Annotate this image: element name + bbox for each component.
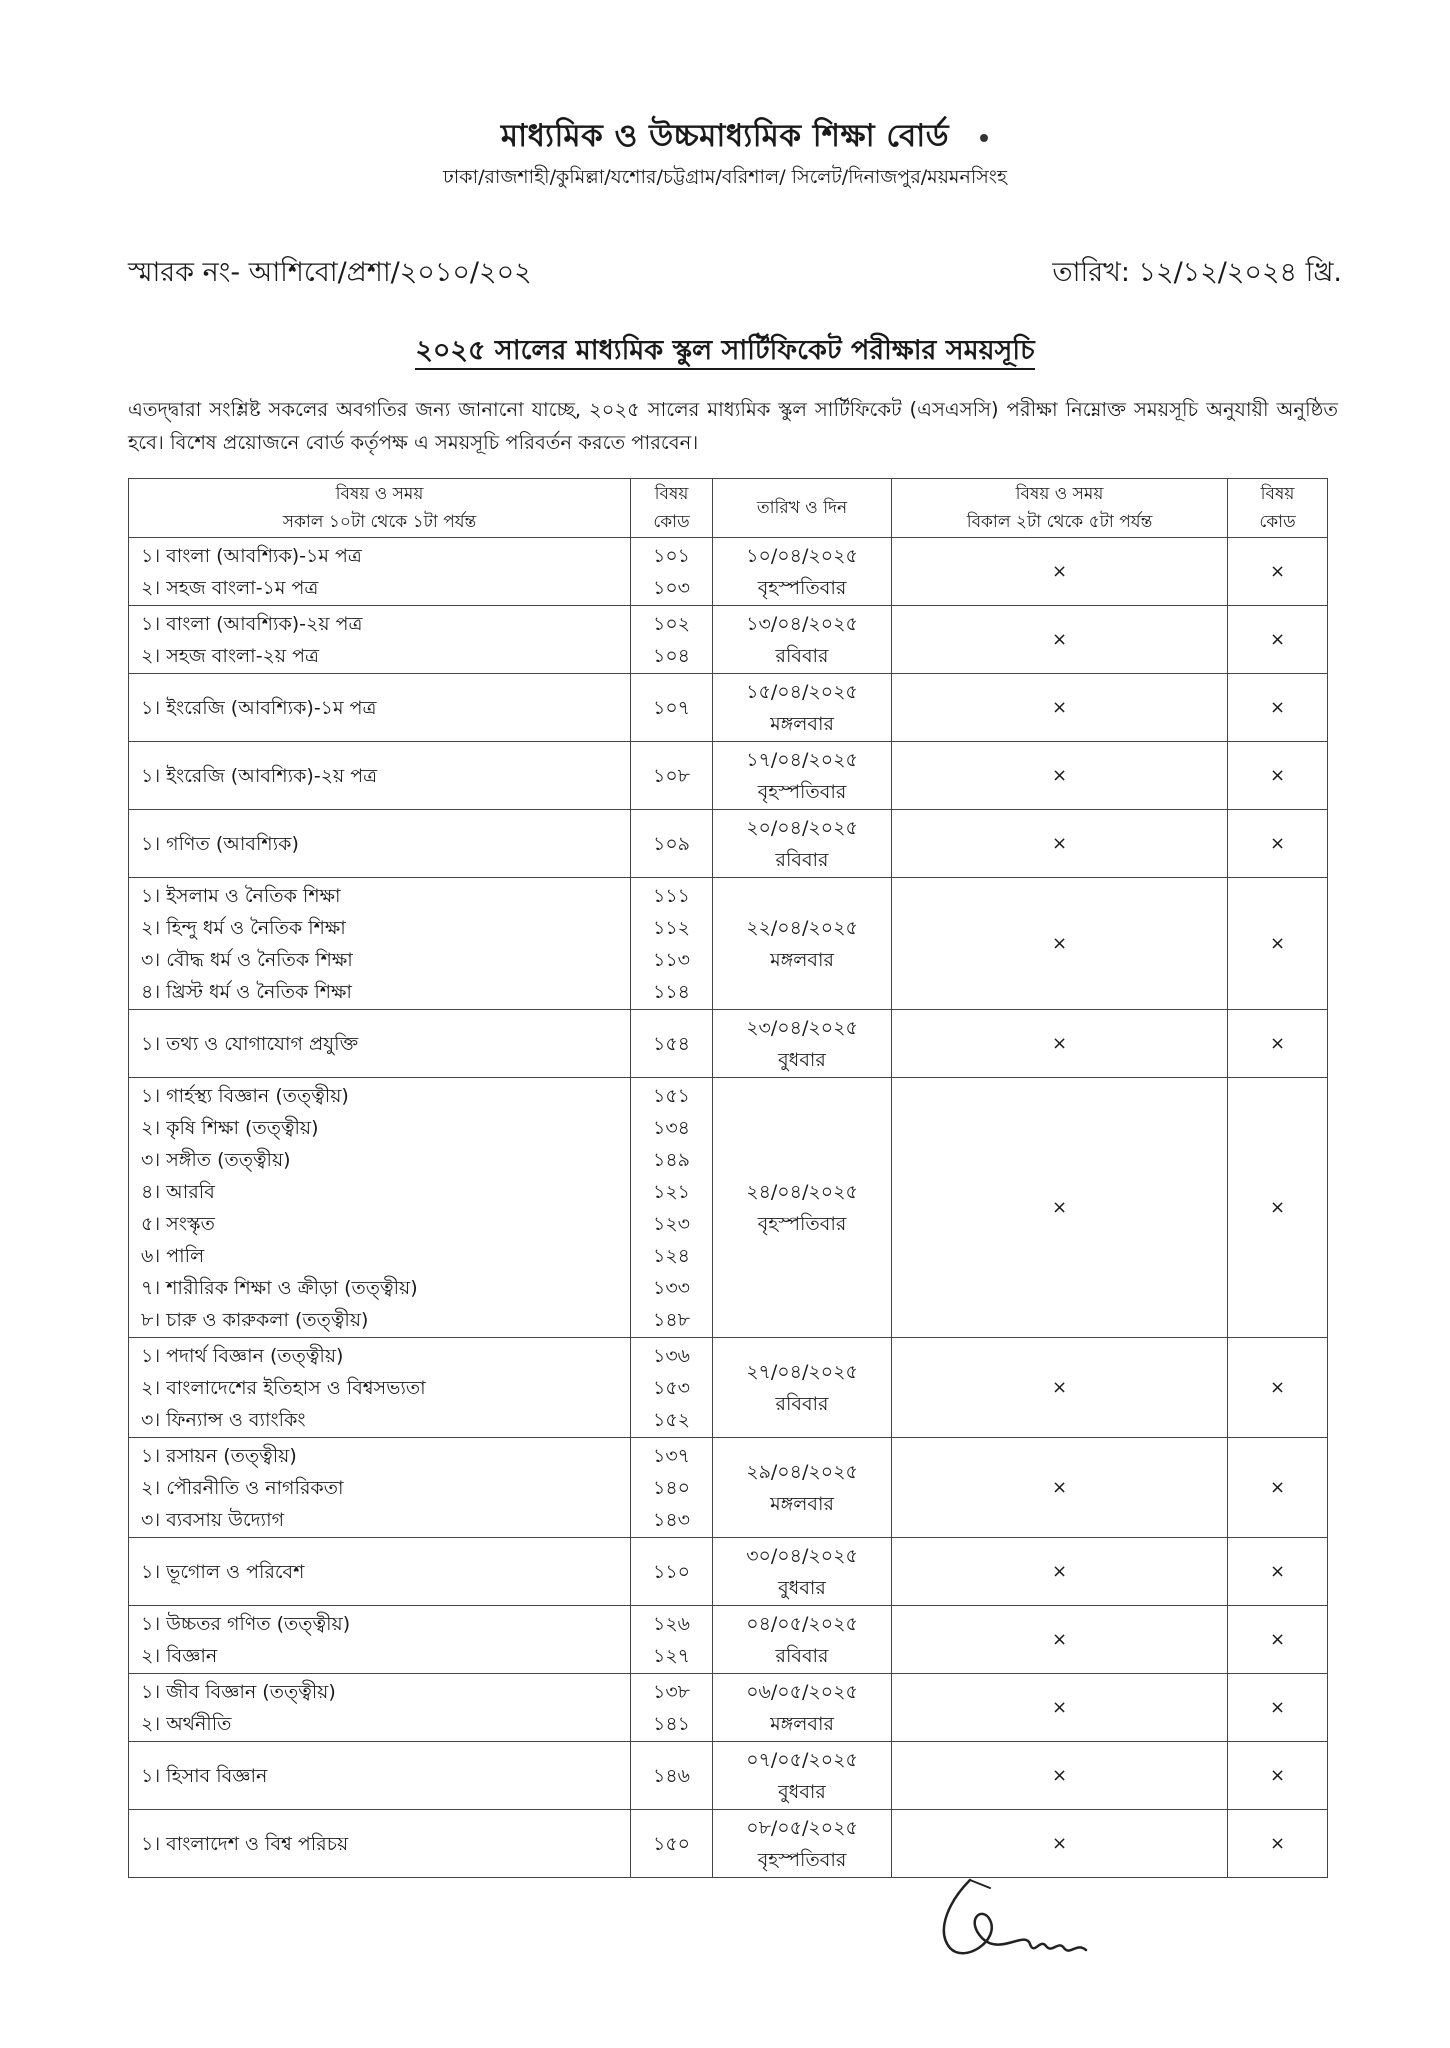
header-morning-subject-line2: সকাল ১০টা থেকে ১টা পর্যন্ত — [282, 512, 477, 532]
subject-item: ১। ভূগোল ও পরিবেশ — [141, 1560, 305, 1583]
subject-code: ১০৯ — [653, 832, 691, 855]
cell-afternoon-subject: × — [892, 1010, 1228, 1078]
exam-date: ১০/০৪/২০২৫ — [746, 544, 858, 567]
subject-item: ৮। চারু ও কারুকলা (তত্ত্বীয়) — [141, 1308, 369, 1331]
cell-afternoon-subject: × — [892, 1810, 1228, 1878]
subject-item: ১। তথ্য ও যোগাযোগ প্রযুক্তি — [141, 1032, 359, 1055]
cell-subject-codes — [631, 1010, 713, 1078]
subject-item: ৬। পালি — [141, 1244, 205, 1267]
table-row — [129, 606, 1328, 674]
cell-date-day — [713, 1810, 892, 1878]
header-morning-subject-line1: বিষয় ও সময় — [335, 484, 424, 504]
exam-day: মঙ্গলবার — [770, 712, 834, 735]
cell-afternoon-code: × — [1228, 1674, 1328, 1742]
cell-subject-codes — [631, 1810, 713, 1878]
subject-item: ৭। শারীরিক শিক্ষা ও ক্রীড়া (তত্ত্বীয়) — [141, 1276, 418, 1299]
table-row — [129, 1538, 1328, 1606]
exam-day: বুধবার — [778, 1780, 826, 1803]
subject-code: ১০৮ — [653, 764, 691, 787]
exam-day: বৃহস্পতিবার — [757, 780, 847, 803]
exam-day: বুধবার — [778, 1576, 826, 1599]
memo-number: স্মারক নং- আশিবো/প্রশা/২০১০/২০২ — [128, 257, 532, 288]
cell-afternoon-code: × — [1228, 1438, 1328, 1538]
table-row — [129, 674, 1328, 742]
cell-afternoon-subject: × — [892, 538, 1228, 606]
table-row — [129, 538, 1328, 606]
cell-afternoon-code: × — [1228, 1810, 1328, 1878]
subject-item: ৪। খ্রিস্ট ধর্ম ও নৈতিক শিক্ষা — [141, 980, 352, 1003]
cell-morning-subjects — [129, 810, 631, 878]
exam-schedule-table — [128, 478, 1328, 1878]
cell-date-day — [713, 606, 892, 674]
subject-code: ১৩৪ — [653, 1116, 691, 1139]
table-body — [129, 538, 1328, 1878]
cell-morning-subjects — [129, 606, 631, 674]
cell-morning-subjects — [129, 742, 631, 810]
exam-day: মঙ্গলবার — [770, 1712, 834, 1735]
subject-item: ৩। ফিন্যান্স ও ব্যাংকিং — [141, 1408, 306, 1431]
cell-morning-subjects — [129, 1010, 631, 1078]
cell-morning-subjects — [129, 1606, 631, 1674]
subject-item: ৩। বৌদ্ধ ধর্ম ও নৈতিক শিক্ষা — [141, 948, 353, 971]
table-row — [129, 1010, 1328, 1078]
subject-code: ১১২ — [653, 916, 691, 939]
subject-code: ১৫২ — [653, 1408, 691, 1431]
subject-item: ১। পদার্থ বিজ্ঞান (তত্ত্বীয়) — [141, 1344, 344, 1367]
subject-item: ২। সহজ বাংলা-১ম পত্র — [141, 576, 319, 599]
subject-item: ২। সহজ বাংলা-২য় পত্র — [141, 644, 319, 667]
cell-morning-subjects — [129, 1338, 631, 1438]
exam-day: মঙ্গলবার — [770, 948, 834, 971]
subject-code: ১১১ — [653, 884, 690, 907]
subject-item: ১। গণিত (আবশ্যিক) — [141, 832, 299, 855]
subject-code: ১১৩ — [653, 948, 691, 971]
cell-afternoon-code: × — [1228, 606, 1328, 674]
subject-item: ১। ইসলাম ও নৈতিক শিক্ষা — [141, 884, 341, 907]
exam-day: বৃহস্পতিবার — [757, 576, 847, 599]
subject-code: ১১৪ — [653, 980, 690, 1003]
cell-afternoon-code: × — [1228, 1010, 1328, 1078]
subject-item: ১। গার্হস্থ্য বিজ্ঞান (তত্ত্বীয়) — [141, 1084, 349, 1107]
cell-afternoon-code: × — [1228, 1606, 1328, 1674]
exam-date: ২২/০৪/২০২৫ — [746, 916, 858, 939]
exam-day: বুধবার — [778, 1048, 826, 1071]
exam-date: ০৪/০৫/২০২৫ — [746, 1612, 858, 1635]
cell-subject-codes — [631, 606, 713, 674]
exam-date: ২৭/০৪/২০২৫ — [746, 1360, 858, 1383]
cell-afternoon-code: × — [1228, 742, 1328, 810]
subject-item: ৩। ব্যবসায় উদ্যোগ — [141, 1508, 285, 1531]
cell-afternoon-subject: × — [892, 878, 1228, 1010]
subject-code: ১২৪ — [653, 1244, 691, 1267]
header-afternoon-code-line1: বিষয় — [1260, 484, 1295, 504]
subject-code: ১১০ — [653, 1560, 691, 1583]
cell-afternoon-subject: × — [892, 1338, 1228, 1438]
header-afternoon-code-line2: কোড — [1259, 512, 1296, 532]
subject-code: ১৫৩ — [653, 1376, 691, 1399]
cell-date-day — [713, 538, 892, 606]
exam-date: ০৮/০৫/২০২৫ — [746, 1816, 858, 1839]
exam-day: রবিবার — [775, 644, 829, 667]
subject-item: ১। বাংলা (আবশ্যিক)-২য় পত্র — [141, 612, 363, 635]
subject-item: ১। ইংরেজি (আবশ্যিক)-২য় পত্র — [141, 764, 378, 787]
cell-morning-subjects — [129, 1538, 631, 1606]
subject-code: ১৩৮ — [653, 1680, 691, 1703]
signature — [930, 1860, 1130, 1970]
cell-afternoon-subject: × — [892, 674, 1228, 742]
subject-code: ১৪৮ — [653, 1308, 690, 1331]
exam-day: রবিবার — [775, 848, 829, 871]
cell-afternoon-subject: × — [892, 742, 1228, 810]
exam-day: মঙ্গলবার — [770, 1492, 834, 1515]
subject-code: ১৩৬ — [653, 1344, 691, 1367]
cell-afternoon-code: × — [1228, 674, 1328, 742]
subject-code: ১৪৩ — [653, 1508, 691, 1531]
cell-afternoon-subject: × — [892, 810, 1228, 878]
exam-date: ১৫/০৪/২০২৫ — [746, 680, 858, 703]
exam-date: ২০/০৪/২০২৫ — [746, 816, 858, 839]
subject-code: ১৫১ — [653, 1084, 690, 1107]
cell-afternoon-subject: × — [892, 606, 1228, 674]
subject-item: ২। কৃষি শিক্ষা (তত্ত্বীয়) — [141, 1116, 319, 1139]
exam-day: রবিবার — [775, 1392, 829, 1415]
decorative-dot — [980, 134, 988, 142]
subject-item: ২। বিজ্ঞান — [141, 1644, 218, 1667]
subject-item: ১। রসায়ন (তত্ত্বীয়) — [141, 1444, 297, 1467]
header-date-day: তারিখ ও দিন — [713, 479, 892, 538]
subject-item: ১। উচ্চতর গণিত (তত্ত্বীয়) — [141, 1612, 351, 1635]
cell-afternoon-code: × — [1228, 878, 1328, 1010]
cell-date-day — [713, 674, 892, 742]
cell-afternoon-code: × — [1228, 1742, 1328, 1810]
subject-code: ১০১ — [653, 544, 691, 567]
cell-morning-subjects — [129, 1674, 631, 1742]
subject-item: ২। পৌরনীতি ও নাগরিকতা — [141, 1476, 344, 1499]
subject-item: ২। হিন্দু ধর্ম ও নৈতিক শিক্ষা — [141, 916, 346, 939]
table-row — [129, 878, 1328, 1010]
cell-subject-codes — [631, 674, 713, 742]
exam-day: বৃহস্পতিবার — [757, 1848, 847, 1871]
cell-date-day — [713, 1674, 892, 1742]
exam-date: ২৪/০৪/২০২৫ — [746, 1180, 858, 1203]
cell-afternoon-code: × — [1228, 810, 1328, 878]
cell-date-day — [713, 1010, 892, 1078]
cell-subject-codes — [631, 1742, 713, 1810]
exam-date: ০৬/০৫/২০২৫ — [746, 1680, 858, 1703]
cell-afternoon-subject: × — [892, 1674, 1228, 1742]
exam-date: ১৭/০৪/২০২৫ — [746, 748, 858, 771]
subject-code: ১৪৬ — [653, 1764, 691, 1787]
cell-subject-codes — [631, 1078, 713, 1338]
exam-date: ১৩/০৪/২০২৫ — [746, 612, 858, 635]
subject-item: ১। বাংলা (আবশ্যিক)-১ম পত্র — [141, 544, 362, 567]
subject-code: ১০৭ — [653, 696, 691, 719]
cell-date-day — [713, 1606, 892, 1674]
subject-item: ১। ইংরেজি (আবশ্যিক)-১ম পত্র — [141, 696, 377, 719]
subject-code: ১৩৭ — [653, 1444, 691, 1467]
cell-afternoon-code: × — [1228, 1338, 1328, 1438]
schedule-title-text: ২০২৫ সালের মাধ্যমিক স্কুল সার্টিফিকেট পরীক্ষার সময়সূচি — [415, 335, 1034, 370]
cell-date-day — [713, 1338, 892, 1438]
cell-afternoon-subject: × — [892, 1078, 1228, 1338]
subject-code: ১২৩ — [653, 1212, 691, 1235]
cell-morning-subjects — [129, 1438, 631, 1538]
header-code — [631, 479, 713, 538]
cell-subject-codes — [631, 1438, 713, 1538]
header-code-line1: বিষয় — [654, 484, 689, 504]
subject-code: ১৫০ — [653, 1832, 691, 1855]
cell-afternoon-code: × — [1228, 1538, 1328, 1606]
subject-item: ২। অর্থনীতি — [141, 1712, 232, 1735]
table-row — [129, 1742, 1328, 1810]
header-afternoon-subject-line2: বিকাল ২টা থেকে ৫টা পর্যন্ত — [966, 512, 1153, 532]
table-row — [129, 1078, 1328, 1338]
cell-morning-subjects — [129, 1742, 631, 1810]
exam-date: ২৯/০৪/২০২৫ — [746, 1460, 858, 1483]
subject-code: ১৪৯ — [653, 1148, 690, 1171]
cell-subject-codes — [631, 742, 713, 810]
subject-item: ৪। আরবি — [141, 1180, 215, 1203]
cell-date-day — [713, 742, 892, 810]
subject-item: ৫। সংস্কৃত — [141, 1212, 215, 1235]
header-code-line2: কোড — [653, 512, 690, 532]
subject-item: ১। বাংলাদেশ ও বিশ্ব পরিচয় — [141, 1832, 349, 1855]
cell-date-day — [713, 878, 892, 1010]
subject-code: ১২১ — [653, 1180, 691, 1203]
cell-afternoon-subject: × — [892, 1538, 1228, 1606]
cell-date-day — [713, 1538, 892, 1606]
cell-morning-subjects — [129, 878, 631, 1010]
table-row — [129, 1606, 1328, 1674]
schedule-title — [0, 330, 1450, 375]
board-cities: ঢাকা/রাজশাহী/কুমিল্লা/যশোর/চট্টগ্রাম/বরিশাল/ সিলেট/দিনাজপুর/ময়মনসিংহ — [443, 166, 1007, 188]
cell-morning-subjects — [129, 1078, 631, 1338]
table-row — [129, 1810, 1328, 1878]
subject-code: ১৩৩ — [653, 1276, 691, 1299]
subject-code: ১০২ — [653, 612, 691, 635]
header-afternoon-subject — [892, 479, 1228, 538]
exam-day: রবিবার — [775, 1644, 829, 1667]
table-row — [129, 810, 1328, 878]
subject-item: ৩। সঙ্গীত (তত্ত্বীয়) — [141, 1148, 291, 1171]
cell-afternoon-code: × — [1228, 1078, 1328, 1338]
cell-date-day — [713, 1742, 892, 1810]
cell-afternoon-subject: × — [892, 1606, 1228, 1674]
subject-item: ১। জীব বিজ্ঞান (তত্ত্বীয়) — [141, 1680, 336, 1703]
header-afternoon-code — [1228, 479, 1328, 538]
cell-date-day — [713, 1078, 892, 1338]
table-row — [129, 1674, 1328, 1742]
cell-subject-codes — [631, 1538, 713, 1606]
exam-day: বৃহস্পতিবার — [757, 1212, 847, 1235]
intro-paragraph: এতদ্দ্বারা সংশ্লিষ্ট সকলের অবগতির জন্য জানানো যাচ্ছে, ২০২৫ সালের মাধ্যমিক স্কুল সার্টিফিকেট (এসএসসি) পরীক্ষা নিম্নোক্ত সময়সূচি অনুযায়ী অনুষ্ঠিত হবে। বিশেষ প্রয়োজনে বোর্ড কর্তৃপক্ষ এ সময়সূচি পরিবর্তন করতে পারবেন। — [128, 398, 1338, 454]
cell-morning-subjects — [129, 538, 631, 606]
cell-subject-codes — [631, 810, 713, 878]
cell-subject-codes — [631, 878, 713, 1010]
table-row — [129, 1438, 1328, 1538]
cell-subject-codes — [631, 1338, 713, 1438]
header-afternoon-subject-line1: বিষয় ও সময় — [1015, 484, 1104, 504]
cell-morning-subjects — [129, 674, 631, 742]
cell-afternoon-code: × — [1228, 538, 1328, 606]
subject-code: ১৫৪ — [653, 1032, 690, 1055]
cell-afternoon-subject: × — [892, 1742, 1228, 1810]
exam-date: ৩০/০৪/২০২৫ — [746, 1544, 858, 1567]
header-morning-subject — [129, 479, 631, 538]
cell-subject-codes — [631, 1674, 713, 1742]
table-header-row — [129, 479, 1328, 538]
subject-code: ১০৩ — [653, 576, 691, 599]
cell-date-day — [713, 1438, 892, 1538]
document-date: তারিখ: ১২/১২/২০২৪ খ্রি. — [1052, 257, 1342, 288]
subject-item: ১। হিসাব বিজ্ঞান — [141, 1764, 268, 1787]
exam-date: ২৩/০৪/২০২৫ — [746, 1016, 858, 1039]
subject-code: ১২৬ — [653, 1612, 691, 1635]
subject-code: ১০৪ — [653, 644, 691, 667]
cell-afternoon-subject: × — [892, 1438, 1228, 1538]
board-name: মাধ্যমিক ও উচ্চমাধ্যমিক শিক্ষা বোর্ড — [500, 118, 950, 154]
cell-morning-subjects — [129, 1810, 631, 1878]
subject-code: ১৪০ — [653, 1476, 691, 1499]
table-row — [129, 742, 1328, 810]
cell-subject-codes — [631, 1606, 713, 1674]
subject-code: ১২৭ — [653, 1644, 691, 1667]
table-row — [129, 1338, 1328, 1438]
cell-date-day — [713, 810, 892, 878]
subject-item: ২। বাংলাদেশের ইতিহাস ও বিশ্বসভ্যতা — [141, 1376, 426, 1399]
cell-subject-codes — [631, 538, 713, 606]
subject-code: ১৪১ — [653, 1712, 690, 1735]
exam-date: ০৭/০৫/২০২৫ — [746, 1748, 858, 1771]
